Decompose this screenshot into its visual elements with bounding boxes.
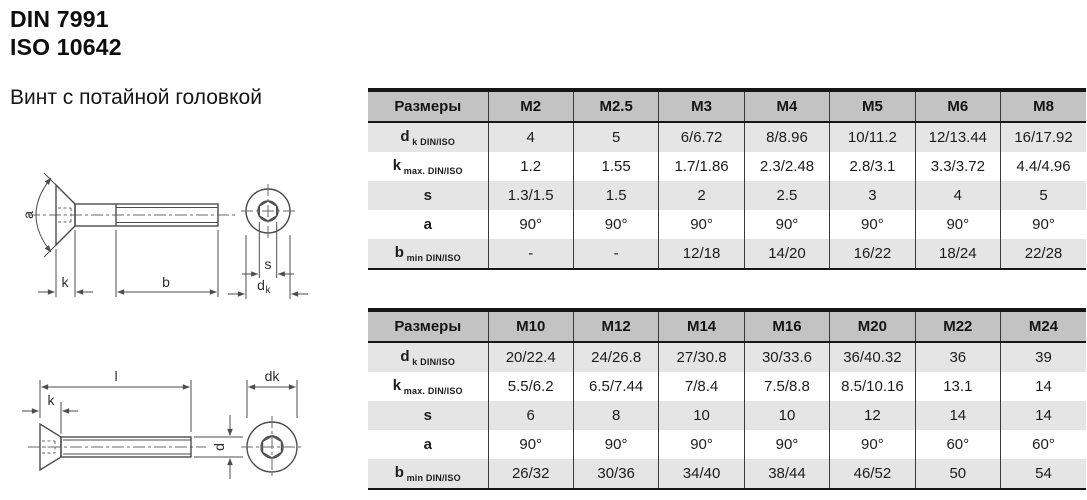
table-cell: 27/30.8: [659, 342, 744, 372]
table-header-row: [368, 310, 1086, 342]
table-cell: 2.5: [744, 181, 829, 210]
column-header: M4: [744, 90, 829, 122]
table-cell: 7/8.4: [659, 372, 744, 401]
table-cell: 1.55: [573, 152, 658, 181]
thread-dia-d-label: d: [211, 443, 227, 451]
table-cell: 12/18: [659, 239, 744, 269]
table-cell: 4: [488, 122, 573, 152]
table-cell: 10: [744, 401, 829, 430]
table-cell: 1.7/1.86: [659, 152, 744, 181]
table-cell: 90°: [488, 430, 573, 459]
table-cell: 39: [1001, 342, 1086, 372]
column-header: M6: [915, 90, 1000, 122]
row-label: s: [423, 407, 432, 424]
table-cell: 60°: [1001, 430, 1086, 459]
table-cell: 20/22.4: [488, 342, 573, 372]
row-label: b $_{min DIN/ISO}$: [394, 244, 461, 263]
table-cell: 36: [915, 342, 1000, 372]
column-header: M22: [915, 310, 1000, 342]
table-cell: 90°: [744, 430, 829, 459]
table-cell: 2.3/2.48: [744, 152, 829, 181]
table-cell: 6/6.72: [659, 122, 744, 152]
table-cell: 30/36: [573, 459, 658, 489]
screw-drawing-partial-thread: [8, 156, 343, 303]
column-header: M14: [659, 310, 744, 342]
row-label: s: [423, 187, 432, 204]
table-cell: 6: [488, 401, 573, 430]
column-header: M2.5: [573, 90, 658, 122]
socket-size-s-label: s: [264, 256, 272, 272]
table-row: [368, 459, 1086, 489]
table-cell: 54: [1001, 459, 1086, 489]
table-cell: 18/24: [915, 239, 1000, 269]
table-cell: 10/11.2: [830, 122, 915, 152]
table-row: [368, 342, 1086, 372]
row-label: d $_{k DIN/ISO}$: [400, 128, 456, 147]
row-label: a: [423, 216, 432, 233]
table-cell: 3.3/3.72: [915, 152, 1000, 181]
column-header: M10: [488, 310, 573, 342]
table-cell: 90°: [1001, 210, 1086, 239]
table-row: [368, 372, 1086, 401]
table-cell: 90°: [573, 430, 658, 459]
table-cell: 3: [830, 181, 915, 210]
table-cell: 16/22: [830, 239, 915, 269]
table-cell: 60°: [915, 430, 1000, 459]
table-cell: 26/32: [488, 459, 573, 489]
table-cell: 90°: [830, 210, 915, 239]
row-label: d $_{k DIN/ISO}$: [400, 348, 456, 367]
table-cell: 90°: [744, 210, 829, 239]
table-cell: 12: [830, 401, 915, 430]
table-cell: 90°: [488, 210, 573, 239]
table-cell: 90°: [830, 430, 915, 459]
table-cell: 46/52: [830, 459, 915, 489]
dimensions-table-m10-m24: [368, 308, 1086, 490]
head-dia-dk-label: d: [257, 277, 265, 293]
table-cell: 12/13.44: [915, 122, 1000, 152]
table-row: [368, 181, 1086, 210]
table-cell: 1.3/1.5: [488, 181, 573, 210]
thread-length-b-label: b: [162, 274, 170, 290]
column-header: M2: [488, 90, 573, 122]
table-cell: 90°: [915, 210, 1000, 239]
table-cell: 7.5/8.8: [744, 372, 829, 401]
column-header: M5: [830, 90, 915, 122]
head-dia-dk-sub: k: [265, 285, 271, 296]
table-cell: 22/28: [1001, 239, 1086, 269]
column-header: M3: [659, 90, 744, 122]
table-row: [368, 122, 1086, 152]
table-cell: 1.5: [573, 181, 658, 210]
table-cell: 14: [1001, 372, 1086, 401]
dimensions-table-m2-m8: [368, 88, 1086, 270]
table-cell: 24/26.8: [573, 342, 658, 372]
screw-drawing-full-thread: [8, 352, 343, 500]
table-cell: 8: [573, 401, 658, 430]
table-cell: 90°: [659, 210, 744, 239]
head-height-k-label: k: [47, 392, 55, 408]
column-header: M20: [830, 310, 915, 342]
standard-iso-title: ISO 10642: [10, 34, 122, 60]
table-cell: 10: [659, 401, 744, 430]
table-cell: 8/8.96: [744, 122, 829, 152]
row-label: k $_{max. DIN/ISO}$: [392, 157, 463, 176]
table-cell: 34/40: [659, 459, 744, 489]
table-cell: 6.5/7.44: [573, 372, 658, 401]
table-cell: 50: [915, 459, 1000, 489]
angle-a-label: a: [20, 211, 36, 219]
row-label: a: [423, 436, 432, 453]
table-cell: 5: [573, 122, 658, 152]
table-cell: 30/33.6: [744, 342, 829, 372]
table-cell: 4: [915, 181, 1000, 210]
column-header: Размеры: [368, 90, 488, 122]
standard-din-title: DIN 7991: [10, 6, 109, 32]
row-label: k $_{max. DIN/ISO}$: [392, 377, 463, 396]
column-header: M16: [744, 310, 829, 342]
column-header: M12: [573, 310, 658, 342]
screw-type-subtitle: Винт с потайной головкой: [10, 86, 262, 109]
table-cell: 14: [1001, 401, 1086, 430]
table-header-row: [368, 90, 1086, 122]
table-cell: 90°: [659, 430, 744, 459]
table-cell: 8.5/10.16: [830, 372, 915, 401]
table-row: [368, 239, 1086, 269]
table-cell: 2.8/3.1: [830, 152, 915, 181]
table-cell: 90°: [573, 210, 658, 239]
table-cell: 4.4/4.96: [1001, 152, 1086, 181]
table-row: [368, 152, 1086, 181]
row-label: b $_{min DIN/ISO}$: [394, 464, 461, 483]
column-header: Размеры: [368, 310, 488, 342]
table-cell: 16/17.92: [1001, 122, 1086, 152]
table-cell: 13.1: [915, 372, 1000, 401]
length-l-label: l: [114, 368, 118, 384]
head-dia-dk-label: dk: [264, 368, 280, 384]
table-cell: -: [573, 239, 658, 269]
table-cell: 14/20: [744, 239, 829, 269]
table-cell: 14: [915, 401, 1000, 430]
table-cell: -: [488, 239, 573, 269]
table-row: [368, 210, 1086, 239]
table-row: [368, 401, 1086, 430]
column-header: M24: [1001, 310, 1086, 342]
table-cell: 5: [1001, 181, 1086, 210]
table-cell: 36/40.32: [830, 342, 915, 372]
table-cell: 2: [659, 181, 744, 210]
column-header: M8: [1001, 90, 1086, 122]
table-row: [368, 430, 1086, 459]
head-height-k-label: k: [61, 274, 69, 290]
table-cell: 38/44: [744, 459, 829, 489]
table-cell: 1.2: [488, 152, 573, 181]
table-cell: 5.5/6.2: [488, 372, 573, 401]
